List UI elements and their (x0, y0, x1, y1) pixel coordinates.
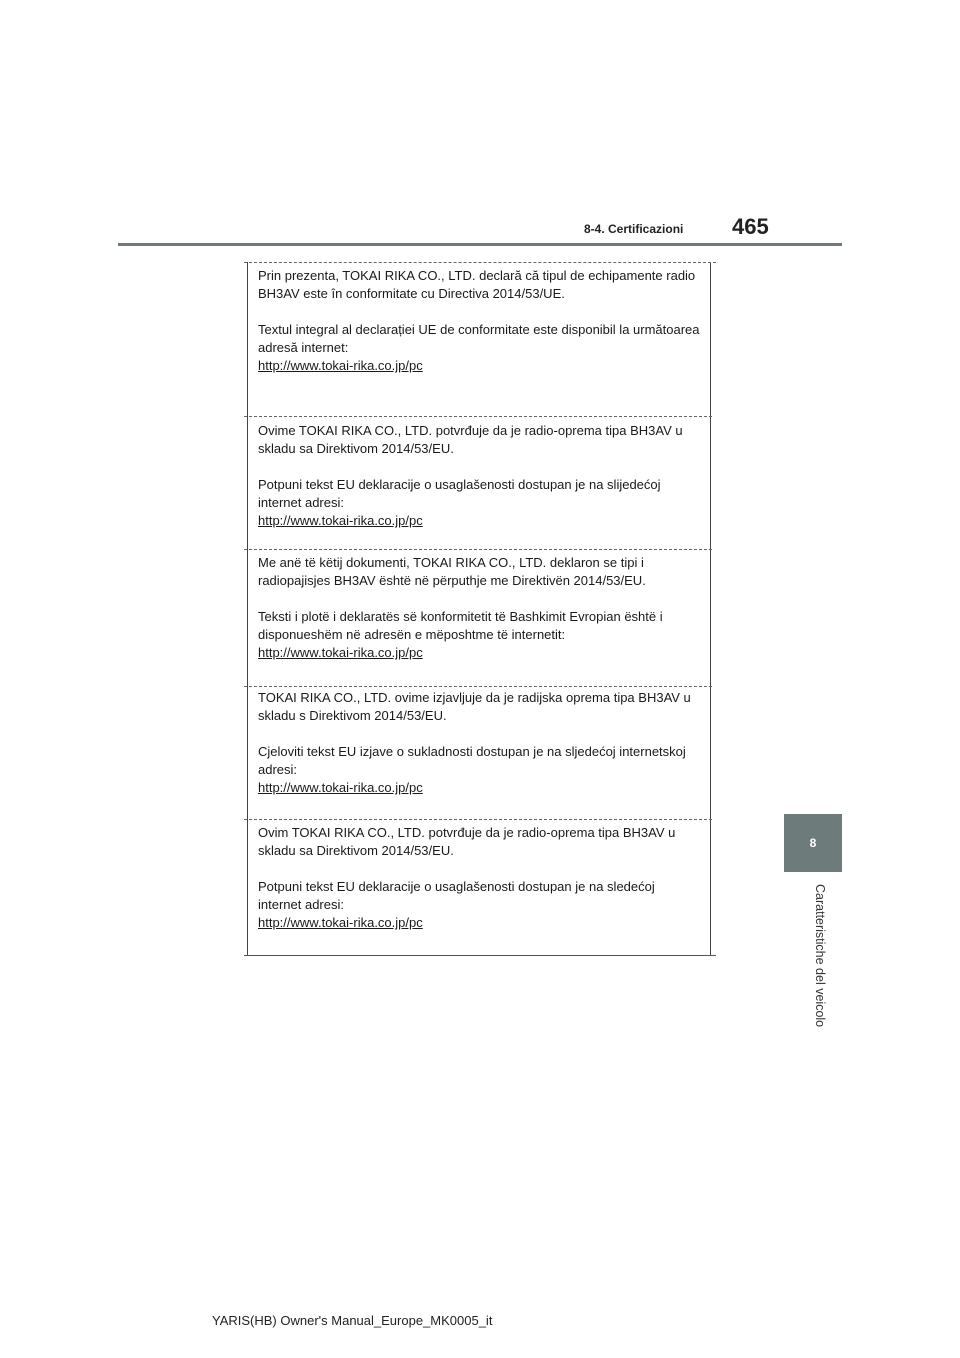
cert-block-albanian (248, 554, 710, 662)
cert-block-serbian (248, 824, 710, 932)
cert-statement: Ovime TOKAI RIKA CO., LTD. potvrđuje da je radio-oprema tipa BH3AV u skladu sa Direktivom 2014/53/EU. (258, 423, 683, 456)
chapter-tab[interactable] (784, 814, 842, 872)
block-divider (244, 416, 712, 417)
page-number: 465 (732, 214, 769, 239)
cert-statement: Ovim TOKAI RIKA CO., LTD. potvrđuje da je radio-oprema tipa BH3AV u skladu sa Direktivom 2014/53/EU. (258, 825, 676, 858)
block-divider (244, 819, 712, 820)
footer-manual-id: YARIS(HB) Owner's Manual_Europe_MK0005_it (212, 1313, 493, 1328)
chapter-label: Caratteristiche del veicolo (813, 884, 827, 1028)
cert-availability: Textul integral al declarației UE de conformitate este disponibil la următoarea adresă internet: (258, 322, 700, 355)
chapter-number: 8 (809, 836, 817, 850)
certification-box (247, 262, 711, 956)
block-divider (244, 549, 712, 550)
cert-availability: Potpuni tekst EU deklaracije o usaglašenosti dostupan je na sledećoj internet adresi: (258, 879, 655, 912)
section-title: 8-4. Certificazioni (584, 222, 684, 236)
header-rule (118, 243, 842, 246)
cert-url-link[interactable]: http://www.tokai-rika.co.jp/pc (258, 645, 423, 660)
cert-availability: Teksti i plotë i deklaratës së konformitetit të Bashkimit Evropian është i disponueshëm në adresën e mëposhtme të internetit: (258, 609, 663, 642)
cert-block-romanian (248, 267, 710, 375)
cert-availability: Potpuni tekst EU deklaracije o usaglašenosti dostupan je na slijedećoj internet adresi: (258, 477, 661, 510)
cert-url-link[interactable]: http://www.tokai-rika.co.jp/pc (258, 513, 423, 528)
cert-block-croatian (248, 689, 710, 797)
cert-url-link[interactable]: http://www.tokai-rika.co.jp/pc (258, 780, 423, 795)
cert-url-link[interactable]: http://www.tokai-rika.co.jp/pc (258, 358, 423, 373)
cert-url-link[interactable]: http://www.tokai-rika.co.jp/pc (258, 915, 423, 930)
cert-availability: Cjeloviti tekst EU izjave o sukladnosti dostupan je na sljedećoj internetskoj adresi: (258, 744, 686, 777)
cert-block-bosnian (248, 422, 710, 530)
cert-statement: TOKAI RIKA CO., LTD. ovime izjavljuje da je radijska oprema tipa BH3AV u skladu s Direktivom 2014/53/EU. (258, 690, 691, 723)
cert-statement: Me anë të këtij dokumenti, TOKAI RIKA CO., LTD. deklaron se tipi i radiopajisjes BH3AV është në përputhje me Direktivën 2014/53/EU. (258, 555, 646, 588)
block-divider (244, 686, 712, 687)
cert-statement: Prin prezenta, TOKAI RIKA CO., LTD. declară că tipul de echipamente radio BH3AV este în conformitate cu Directiva 2014/53/UE. (258, 268, 696, 301)
